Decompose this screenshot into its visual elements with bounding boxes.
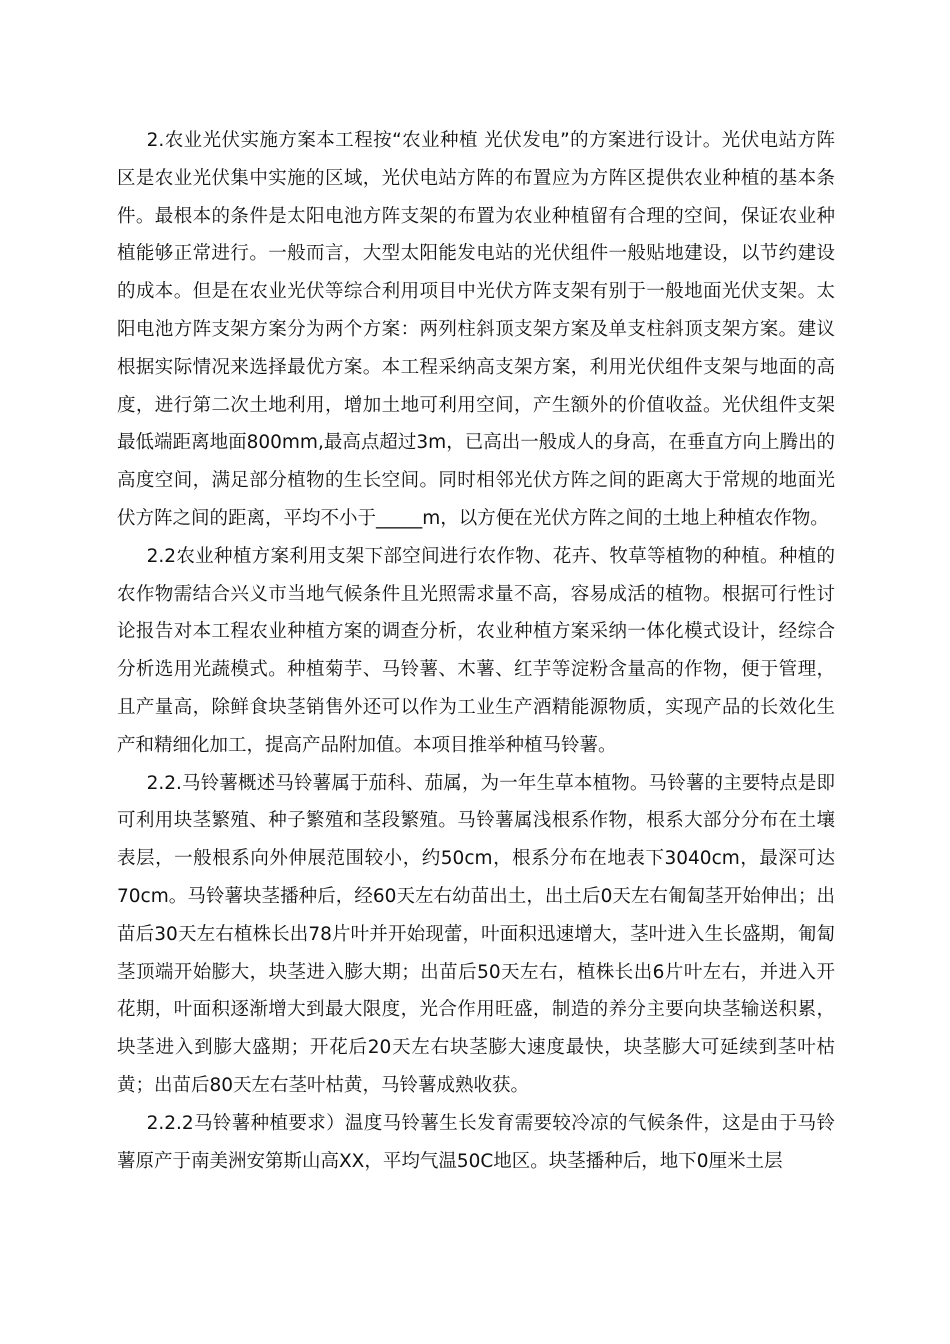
paragraph-planting-plan: 2.2农业种植方案利用支架下部空间进行农作物、花卉、牧草等植物的种植。种植的农作物需结合兴义市当地气候条件且光照需求量不高，容易成活的植物。根据可行性讨论报告对本工程农业种植方案的调查分析，农业种植方案采纳一体化模式设计，经综合分析选用光蔬模式。种植菊芋、马铃薯、木薯、红芋等淀粉含量高的作物，便于管理，且产量高，除鲜食块茎销售外还可以作为工业生产酒精能源物质，实现产品的长效化生产和精细化加工，提高产品附加值。本项目推举种植马铃薯。 bbox=[117, 545, 835, 756]
document-body bbox=[117, 122, 835, 1180]
paragraph-potato-requirements: 2.2.2马铃薯种植要求）温度马铃薯生长发育需要较冷凉的气候条件，这是由于马铃薯原产于南美洲安第斯山高XX，平均气温50C地区。块茎播种后，地下0厘米土层 bbox=[117, 1112, 835, 1172]
paragraph-agrivoltaic-plan: 2.农业光伏实施方案本工程按“农业种植 光伏发电”的方案进行设计。光伏电站方阵区是农业光伏集中实施的区域，光伏电站方阵的布置应为方阵区提供农业种植的基本条件。最根本的条件是太阳电池方阵支架的布置为农业种植留有合理的空间，保证农业种植能够正常进行。一般而言，大型太阳能发电站的光伏组件一般贴地建设，以节约建设的成本。但是在农业光伏等综合利用项目中光伏方阵支架有别于一般地面光伏支架。太阳电池方阵支架方案分为两个方案：两列柱斜顶支架方案及单支柱斜顶支架方案。建议根据实际情况来选择最优方案。本工程采纳高支架方案，利用光伏组件支架与地面的高度，进行第二次土地利用，增加土地可利用空间，产生额外的价值收益。光伏组件支架最低端距离地面800mm,最高点超过3m，已高出一般成人的身高，在垂直方向上腾出的高度空间，满足部分植物的生长空间。同时相邻光伏方阵之间的距离大于常规的地面光伏方阵之间的距离，平均不小于_____m，以方便在光伏方阵之间的土地上种植农作物。 bbox=[117, 130, 835, 529]
paragraph-potato-overview: 2.2.马铃薯概述马铃薯属于茄科、茄属，为一年生草本植物。马铃薯的主要特点是即可利用块茎繁殖、种子繁殖和茎段繁殖。马铃薯属浅根系作物，根系大部分分布在土壤表层，一般根系向外伸展范围较小，约50cm，根系分布在地表下3040cm，最深可达70cm。马铃薯块茎播种后，经60天左右幼苗出土，出土后0天左右匍匐茎开始伸出；出苗后30天左右植株长出78片叶并开始现蕾，叶面积迅速增大，茎叶进入生长盛期，匍匐茎顶端开始膨大，块茎进入膨大期；出苗后50天左右，植株长出6片叶左右，并进入开花期，叶面积逐渐增大到最大限度，光合作用旺盛，制造的养分主要向块茎输送积累，块茎进入到膨大盛期；开花后20天左右块茎膨大速度最快，块茎膨大可延续到茎叶枯黄；出苗后80天左右茎叶枯黄，马铃薯成熟收获。 bbox=[117, 772, 835, 1096]
